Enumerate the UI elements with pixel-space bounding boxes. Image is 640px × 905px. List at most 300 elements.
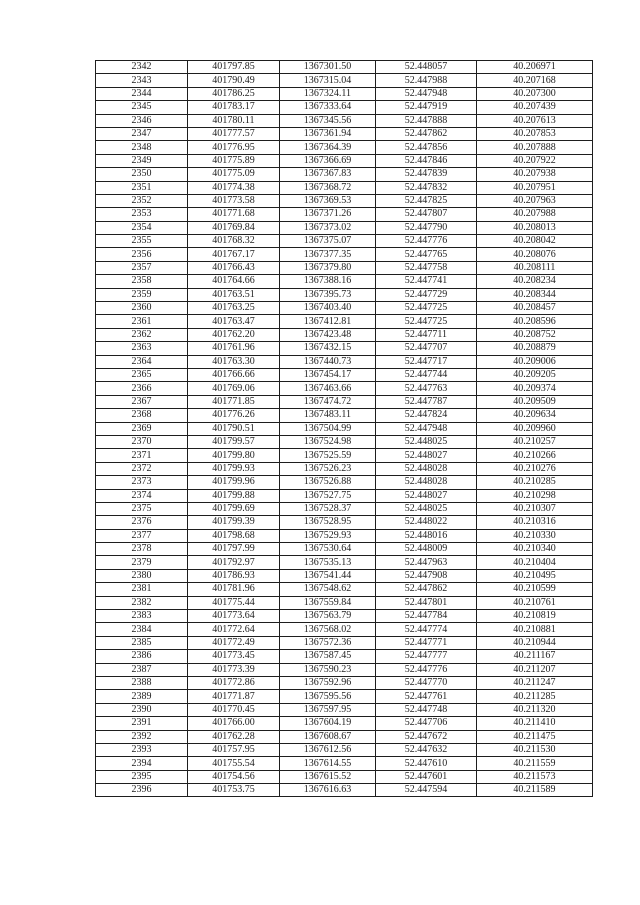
point-number-cell: 2357: [96, 261, 188, 274]
point-number-cell: 2351: [96, 181, 188, 194]
longitude-cell: 40.211207: [477, 663, 593, 676]
y-coordinate-cell: 1367369.53: [280, 194, 376, 207]
latitude-cell: 52.447711: [376, 328, 477, 341]
point-number-cell: 2393: [96, 743, 188, 756]
y-coordinate-cell: 1367608.67: [280, 730, 376, 743]
longitude-cell: 40.208234: [477, 275, 593, 288]
point-number-cell: 2348: [96, 141, 188, 154]
latitude-cell: 52.447771: [376, 636, 477, 649]
latitude-cell: 52.448027: [376, 489, 477, 502]
point-number-cell: 2349: [96, 154, 188, 167]
y-coordinate-cell: 1367615.52: [280, 770, 376, 783]
longitude-cell: 40.210307: [477, 502, 593, 515]
y-coordinate-cell: 1367526.23: [280, 462, 376, 475]
longitude-cell: 40.208042: [477, 235, 593, 248]
x-coordinate-cell: 401762.28: [188, 730, 280, 743]
x-coordinate-cell: 401774.38: [188, 181, 280, 194]
y-coordinate-cell: 1367373.02: [280, 221, 376, 234]
point-number-cell: 2352: [96, 194, 188, 207]
latitude-cell: 52.447784: [376, 610, 477, 623]
x-coordinate-cell: 401771.85: [188, 395, 280, 408]
table-row: [96, 154, 593, 167]
point-number-cell: 2378: [96, 543, 188, 556]
y-coordinate-cell: 1367528.95: [280, 516, 376, 529]
table-row: [96, 784, 593, 797]
longitude-cell: 40.210819: [477, 610, 593, 623]
table-row: [96, 462, 593, 475]
table-row: [96, 583, 593, 596]
x-coordinate-cell: 401753.75: [188, 784, 280, 797]
longitude-cell: 40.210761: [477, 596, 593, 609]
point-number-cell: 2379: [96, 556, 188, 569]
x-coordinate-cell: 401773.39: [188, 663, 280, 676]
longitude-cell: 40.208076: [477, 248, 593, 261]
table-row: [96, 235, 593, 248]
table-row: [96, 248, 593, 261]
point-number-cell: 2368: [96, 409, 188, 422]
table-row: [96, 275, 593, 288]
y-coordinate-cell: 1367375.07: [280, 235, 376, 248]
point-number-cell: 2355: [96, 235, 188, 248]
y-coordinate-cell: 1367559.84: [280, 596, 376, 609]
longitude-cell: 40.209509: [477, 395, 593, 408]
y-coordinate-cell: 1367530.64: [280, 543, 376, 556]
x-coordinate-cell: 401797.99: [188, 543, 280, 556]
y-coordinate-cell: 1367541.44: [280, 569, 376, 582]
y-coordinate-cell: 1367527.75: [280, 489, 376, 502]
point-number-cell: 2390: [96, 703, 188, 716]
point-number-cell: 2356: [96, 248, 188, 261]
x-coordinate-cell: 401792.97: [188, 556, 280, 569]
y-coordinate-cell: 1367604.19: [280, 717, 376, 730]
y-coordinate-cell: 1367377.35: [280, 248, 376, 261]
x-coordinate-cell: 401775.09: [188, 168, 280, 181]
table-row: [96, 221, 593, 234]
table-row: [96, 636, 593, 649]
longitude-cell: 40.208879: [477, 342, 593, 355]
latitude-cell: 52.448009: [376, 543, 477, 556]
x-coordinate-cell: 401776.95: [188, 141, 280, 154]
point-number-cell: 2370: [96, 435, 188, 448]
longitude-cell: 40.207951: [477, 181, 593, 194]
x-coordinate-cell: 401754.56: [188, 770, 280, 783]
point-number-cell: 2364: [96, 355, 188, 368]
longitude-cell: 40.209634: [477, 409, 593, 422]
table-row: [96, 676, 593, 689]
point-number-cell: 2367: [96, 395, 188, 408]
point-number-cell: 2375: [96, 502, 188, 515]
point-number-cell: 2394: [96, 757, 188, 770]
x-coordinate-cell: 401790.49: [188, 74, 280, 87]
y-coordinate-cell: 1367412.81: [280, 315, 376, 328]
table-row: [96, 489, 593, 502]
latitude-cell: 52.447765: [376, 248, 477, 261]
x-coordinate-cell: 401771.87: [188, 690, 280, 703]
latitude-cell: 52.448028: [376, 476, 477, 489]
longitude-cell: 40.207988: [477, 208, 593, 221]
latitude-cell: 52.447717: [376, 355, 477, 368]
latitude-cell: 52.447790: [376, 221, 477, 234]
x-coordinate-cell: 401766.43: [188, 261, 280, 274]
latitude-cell: 52.447601: [376, 770, 477, 783]
latitude-cell: 52.447725: [376, 302, 477, 315]
latitude-cell: 52.447770: [376, 676, 477, 689]
table-row: [96, 650, 593, 663]
x-coordinate-cell: 401799.39: [188, 516, 280, 529]
latitude-cell: 52.447741: [376, 275, 477, 288]
table-row: [96, 114, 593, 127]
x-coordinate-cell: 401799.80: [188, 449, 280, 462]
latitude-cell: 52.448027: [376, 449, 477, 462]
latitude-cell: 52.447725: [376, 315, 477, 328]
table-row: [96, 610, 593, 623]
latitude-cell: 52.447908: [376, 569, 477, 582]
table-row: [96, 569, 593, 582]
longitude-cell: 40.211573: [477, 770, 593, 783]
y-coordinate-cell: 1367367.83: [280, 168, 376, 181]
longitude-cell: 40.211320: [477, 703, 593, 716]
table-row: [96, 743, 593, 756]
table-row: [96, 703, 593, 716]
y-coordinate-cell: 1367526.88: [280, 476, 376, 489]
table-row: [96, 529, 593, 542]
latitude-cell: 52.447862: [376, 127, 477, 140]
latitude-cell: 52.447748: [376, 703, 477, 716]
latitude-cell: 52.447948: [376, 422, 477, 435]
point-number-cell: 2350: [96, 168, 188, 181]
table-row: [96, 368, 593, 381]
point-number-cell: 2395: [96, 770, 188, 783]
x-coordinate-cell: 401777.57: [188, 127, 280, 140]
y-coordinate-cell: 1367403.40: [280, 302, 376, 315]
y-coordinate-cell: 1367388.16: [280, 275, 376, 288]
longitude-cell: 40.210340: [477, 543, 593, 556]
latitude-cell: 52.447801: [376, 596, 477, 609]
table-row: [96, 449, 593, 462]
y-coordinate-cell: 1367423.48: [280, 328, 376, 341]
point-number-cell: 2347: [96, 127, 188, 140]
latitude-cell: 52.447846: [376, 154, 477, 167]
latitude-cell: 52.447763: [376, 382, 477, 395]
table-row: [96, 315, 593, 328]
longitude-cell: 40.208111: [477, 261, 593, 274]
point-number-cell: 2343: [96, 74, 188, 87]
longitude-cell: 40.207938: [477, 168, 593, 181]
y-coordinate-cell: 1367432.15: [280, 342, 376, 355]
point-number-cell: 2361: [96, 315, 188, 328]
x-coordinate-cell: 401780.11: [188, 114, 280, 127]
x-coordinate-cell: 401775.89: [188, 154, 280, 167]
longitude-cell: 40.211559: [477, 757, 593, 770]
table-row: [96, 87, 593, 100]
latitude-cell: 52.447632: [376, 743, 477, 756]
table-row: [96, 502, 593, 515]
longitude-cell: 40.211285: [477, 690, 593, 703]
point-number-cell: 2360: [96, 302, 188, 315]
x-coordinate-cell: 401770.45: [188, 703, 280, 716]
x-coordinate-cell: 401799.96: [188, 476, 280, 489]
point-number-cell: 2342: [96, 61, 188, 74]
longitude-cell: 40.210257: [477, 435, 593, 448]
x-coordinate-cell: 401776.26: [188, 409, 280, 422]
latitude-cell: 52.448025: [376, 502, 477, 515]
latitude-cell: 52.447761: [376, 690, 477, 703]
y-coordinate-cell: 1367529.93: [280, 529, 376, 542]
table-row: [96, 74, 593, 87]
point-number-cell: 2380: [96, 569, 188, 582]
latitude-cell: 52.447776: [376, 663, 477, 676]
longitude-cell: 40.211167: [477, 650, 593, 663]
latitude-cell: 52.447758: [376, 261, 477, 274]
y-coordinate-cell: 1367528.37: [280, 502, 376, 515]
table-row: [96, 730, 593, 743]
y-coordinate-cell: 1367333.64: [280, 101, 376, 114]
latitude-cell: 52.448016: [376, 529, 477, 542]
longitude-cell: 40.210330: [477, 529, 593, 542]
point-number-cell: 2346: [96, 114, 188, 127]
point-number-cell: 2358: [96, 275, 188, 288]
point-number-cell: 2396: [96, 784, 188, 797]
point-number-cell: 2363: [96, 342, 188, 355]
y-coordinate-cell: 1367454.17: [280, 368, 376, 381]
point-number-cell: 2387: [96, 663, 188, 676]
x-coordinate-cell: 401798.68: [188, 529, 280, 542]
latitude-cell: 52.447774: [376, 623, 477, 636]
longitude-cell: 40.211589: [477, 784, 593, 797]
point-number-cell: 2383: [96, 610, 188, 623]
y-coordinate-cell: 1367440.73: [280, 355, 376, 368]
point-number-cell: 2388: [96, 676, 188, 689]
longitude-cell: 40.208752: [477, 328, 593, 341]
table-row: [96, 194, 593, 207]
latitude-cell: 52.447888: [376, 114, 477, 127]
point-number-cell: 2389: [96, 690, 188, 703]
point-number-cell: 2391: [96, 717, 188, 730]
table-row: [96, 61, 593, 74]
x-coordinate-cell: 401799.69: [188, 502, 280, 515]
x-coordinate-cell: 401790.51: [188, 422, 280, 435]
point-number-cell: 2386: [96, 650, 188, 663]
latitude-cell: 52.447919: [376, 101, 477, 114]
table-row: [96, 328, 593, 341]
x-coordinate-cell: 401767.17: [188, 248, 280, 261]
y-coordinate-cell: 1367572.36: [280, 636, 376, 649]
table-row: [96, 663, 593, 676]
x-coordinate-cell: 401755.54: [188, 757, 280, 770]
x-coordinate-cell: 401757.95: [188, 743, 280, 756]
latitude-cell: 52.447963: [376, 556, 477, 569]
y-coordinate-cell: 1367361.94: [280, 127, 376, 140]
point-number-cell: 2374: [96, 489, 188, 502]
x-coordinate-cell: 401762.20: [188, 328, 280, 341]
longitude-cell: 40.210285: [477, 476, 593, 489]
longitude-cell: 40.211475: [477, 730, 593, 743]
x-coordinate-cell: 401769.84: [188, 221, 280, 234]
y-coordinate-cell: 1367364.39: [280, 141, 376, 154]
latitude-cell: 52.447856: [376, 141, 477, 154]
x-coordinate-cell: 401783.17: [188, 101, 280, 114]
x-coordinate-cell: 401768.32: [188, 235, 280, 248]
coordinates-table-body: [96, 61, 593, 797]
table-row: [96, 690, 593, 703]
latitude-cell: 52.447832: [376, 181, 477, 194]
point-number-cell: 2345: [96, 101, 188, 114]
x-coordinate-cell: 401761.96: [188, 342, 280, 355]
latitude-cell: 52.447706: [376, 717, 477, 730]
y-coordinate-cell: 1367616.63: [280, 784, 376, 797]
x-coordinate-cell: 401772.64: [188, 623, 280, 636]
y-coordinate-cell: 1367301.50: [280, 61, 376, 74]
y-coordinate-cell: 1367371.26: [280, 208, 376, 221]
longitude-cell: 40.208596: [477, 315, 593, 328]
y-coordinate-cell: 1367315.04: [280, 74, 376, 87]
latitude-cell: 52.447610: [376, 757, 477, 770]
latitude-cell: 52.447776: [376, 235, 477, 248]
y-coordinate-cell: 1367597.95: [280, 703, 376, 716]
longitude-cell: 40.208344: [477, 288, 593, 301]
x-coordinate-cell: 401772.49: [188, 636, 280, 649]
latitude-cell: 52.447824: [376, 409, 477, 422]
point-number-cell: 2377: [96, 529, 188, 542]
table-row: [96, 355, 593, 368]
point-number-cell: 2372: [96, 462, 188, 475]
longitude-cell: 40.210495: [477, 569, 593, 582]
longitude-cell: 40.211410: [477, 717, 593, 730]
longitude-cell: 40.209006: [477, 355, 593, 368]
x-coordinate-cell: 401766.00: [188, 717, 280, 730]
table-row: [96, 168, 593, 181]
table-row: [96, 302, 593, 315]
x-coordinate-cell: 401786.25: [188, 87, 280, 100]
table-row: [96, 422, 593, 435]
table-row: [96, 556, 593, 569]
table-row: [96, 208, 593, 221]
latitude-cell: 52.447744: [376, 368, 477, 381]
longitude-cell: 40.207300: [477, 87, 593, 100]
y-coordinate-cell: 1367345.56: [280, 114, 376, 127]
x-coordinate-cell: 401763.25: [188, 302, 280, 315]
longitude-cell: 40.207168: [477, 74, 593, 87]
y-coordinate-cell: 1367368.72: [280, 181, 376, 194]
longitude-cell: 40.211247: [477, 676, 593, 689]
table-row: [96, 181, 593, 194]
longitude-cell: 40.209960: [477, 422, 593, 435]
longitude-cell: 40.208013: [477, 221, 593, 234]
x-coordinate-cell: 401773.64: [188, 610, 280, 623]
y-coordinate-cell: 1367474.72: [280, 395, 376, 408]
point-number-cell: 2362: [96, 328, 188, 341]
table-row: [96, 476, 593, 489]
point-number-cell: 2392: [96, 730, 188, 743]
latitude-cell: 52.448057: [376, 61, 477, 74]
point-number-cell: 2353: [96, 208, 188, 221]
y-coordinate-cell: 1367504.99: [280, 422, 376, 435]
x-coordinate-cell: 401781.96: [188, 583, 280, 596]
x-coordinate-cell: 401775.44: [188, 596, 280, 609]
point-number-cell: 2381: [96, 583, 188, 596]
latitude-cell: 52.447948: [376, 87, 477, 100]
point-number-cell: 2366: [96, 382, 188, 395]
longitude-cell: 40.207613: [477, 114, 593, 127]
latitude-cell: 52.447777: [376, 650, 477, 663]
y-coordinate-cell: 1367535.13: [280, 556, 376, 569]
longitude-cell: 40.207888: [477, 141, 593, 154]
latitude-cell: 52.447988: [376, 74, 477, 87]
point-number-cell: 2382: [96, 596, 188, 609]
x-coordinate-cell: 401763.30: [188, 355, 280, 368]
table-row: [96, 382, 593, 395]
point-number-cell: 2359: [96, 288, 188, 301]
x-coordinate-cell: 401799.88: [188, 489, 280, 502]
table-row: [96, 770, 593, 783]
y-coordinate-cell: 1367463.66: [280, 382, 376, 395]
x-coordinate-cell: 401773.45: [188, 650, 280, 663]
x-coordinate-cell: 401799.93: [188, 462, 280, 475]
table-row: [96, 141, 593, 154]
longitude-cell: 40.210266: [477, 449, 593, 462]
table-row: [96, 395, 593, 408]
latitude-cell: 52.447787: [376, 395, 477, 408]
y-coordinate-cell: 1367614.55: [280, 757, 376, 770]
point-number-cell: 2369: [96, 422, 188, 435]
y-coordinate-cell: 1367395.73: [280, 288, 376, 301]
table-row: [96, 623, 593, 636]
y-coordinate-cell: 1367587.45: [280, 650, 376, 663]
table-row: [96, 516, 593, 529]
longitude-cell: 40.209374: [477, 382, 593, 395]
table-row: [96, 101, 593, 114]
table-row: [96, 342, 593, 355]
longitude-cell: 40.207922: [477, 154, 593, 167]
point-number-cell: 2376: [96, 516, 188, 529]
table-row: [96, 435, 593, 448]
table-row: [96, 261, 593, 274]
table-row: [96, 757, 593, 770]
y-coordinate-cell: 1367590.23: [280, 663, 376, 676]
table-row: [96, 409, 593, 422]
longitude-cell: 40.210298: [477, 489, 593, 502]
latitude-cell: 52.447807: [376, 208, 477, 221]
x-coordinate-cell: 401771.68: [188, 208, 280, 221]
latitude-cell: 52.447839: [376, 168, 477, 181]
y-coordinate-cell: 1367525.59: [280, 449, 376, 462]
longitude-cell: 40.210404: [477, 556, 593, 569]
table-row: [96, 717, 593, 730]
longitude-cell: 40.210881: [477, 623, 593, 636]
x-coordinate-cell: 401769.06: [188, 382, 280, 395]
x-coordinate-cell: 401763.51: [188, 288, 280, 301]
longitude-cell: 40.211530: [477, 743, 593, 756]
longitude-cell: 40.208457: [477, 302, 593, 315]
y-coordinate-cell: 1367592.96: [280, 676, 376, 689]
longitude-cell: 40.207853: [477, 127, 593, 140]
latitude-cell: 52.448022: [376, 516, 477, 529]
latitude-cell: 52.447594: [376, 784, 477, 797]
longitude-cell: 40.206971: [477, 61, 593, 74]
table-row: [96, 288, 593, 301]
longitude-cell: 40.207963: [477, 194, 593, 207]
latitude-cell: 52.447672: [376, 730, 477, 743]
x-coordinate-cell: 401786.93: [188, 569, 280, 582]
table-row: [96, 596, 593, 609]
y-coordinate-cell: 1367568.02: [280, 623, 376, 636]
point-number-cell: 2384: [96, 623, 188, 636]
latitude-cell: 52.447729: [376, 288, 477, 301]
coordinates-table: [95, 60, 593, 797]
point-number-cell: 2354: [96, 221, 188, 234]
y-coordinate-cell: 1367524.98: [280, 435, 376, 448]
longitude-cell: 40.209205: [477, 368, 593, 381]
